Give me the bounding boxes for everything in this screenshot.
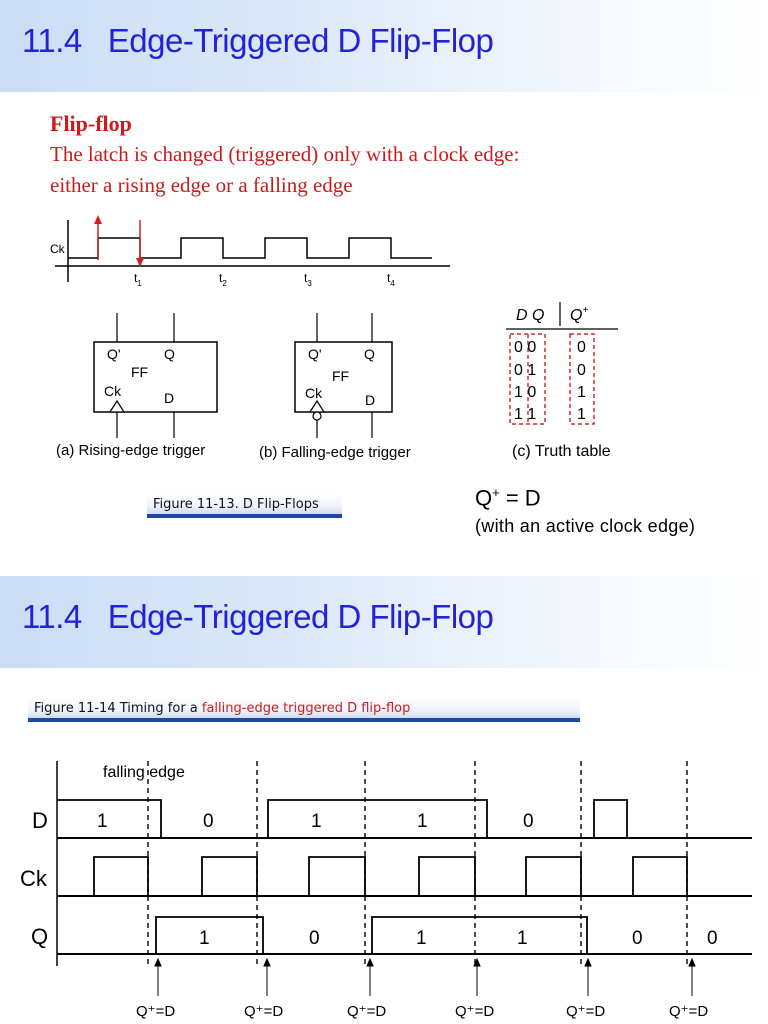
time-label-1: t	[134, 271, 138, 285]
row-label-ck: Ck	[20, 866, 47, 891]
title-number-2: 11.4	[22, 598, 82, 635]
tt-row-3-dq: 1 0	[514, 384, 537, 401]
slide-title-2	[22, 598, 493, 636]
title-text: Edge-Triggered D Flip-Flop	[107, 22, 494, 59]
qplus-label-3: Q⁺=D	[347, 1003, 387, 1020]
tt-row-3-q: 1	[577, 384, 586, 401]
svg-text:t3	[304, 271, 312, 288]
ff-a-ck: Ck	[104, 383, 122, 399]
time-label-2: t	[219, 271, 223, 285]
tt-header-qplus: Q	[570, 307, 583, 324]
ff-b-caption: (b) Falling-edge trigger	[259, 444, 411, 461]
svg-text:t4	[387, 271, 395, 288]
time-sub-2: 2	[222, 279, 227, 288]
ff-rising-diagram	[50, 310, 250, 470]
slide-title	[22, 22, 493, 60]
time-label-4: t	[387, 271, 391, 285]
slide-gap	[0, 560, 768, 576]
equation	[475, 485, 541, 511]
ff-a-caption: (a) Rising-edge trigger	[56, 442, 206, 459]
ff-b-q: Q	[364, 346, 375, 362]
tt-row-4-dq: 1 1	[514, 406, 537, 423]
q-value-6: 0	[707, 928, 718, 949]
ff-a-ff: FF	[131, 364, 149, 380]
row-label-q: Q	[31, 924, 49, 949]
truth-table	[500, 296, 660, 466]
slide-2	[0, 576, 768, 1024]
tt-header-plus: +	[582, 305, 589, 316]
q-value-3: 1	[416, 928, 427, 949]
d-value-4: 1	[417, 811, 428, 832]
svg-text:Q+	[570, 305, 588, 324]
q-value-2: 0	[309, 928, 320, 949]
d-value-3: 1	[311, 811, 322, 832]
tt-row-1-q: 0	[577, 339, 586, 356]
qplus-label-1: Q⁺=D	[136, 1003, 176, 1020]
d-value-5: 0	[523, 811, 534, 832]
qplus-label-4: Q⁺=D	[455, 1003, 495, 1020]
figure-11-14-label	[28, 698, 580, 722]
equation-q: Q	[475, 485, 493, 511]
ff-a-qbar: Q'	[107, 346, 121, 362]
time-sub-1: 1	[137, 279, 142, 288]
timing-diagram	[0, 756, 768, 1024]
ck-signal	[94, 857, 687, 896]
ff-falling-diagram	[252, 310, 452, 470]
ff-b-qbar: Q'	[308, 346, 322, 362]
ff-a-q: Q	[164, 346, 175, 362]
tt-row-1-dq: 0 0	[514, 339, 537, 356]
ck-label: Ck	[50, 242, 65, 256]
time-sub-4: 4	[390, 279, 395, 288]
title-bar	[0, 0, 768, 92]
time-label-3: t	[304, 271, 308, 285]
q-value-5: 0	[632, 928, 643, 949]
equation-note: (with an active clock edge)	[475, 516, 696, 536]
tt-header-dq: D Q	[516, 307, 545, 324]
ff-b-d: D	[365, 392, 376, 408]
ff-b-ff: FF	[332, 368, 350, 384]
svg-text:t2	[219, 271, 227, 288]
title-number: 11.4	[22, 22, 82, 59]
figure-11-14-highlight: falling-edge triggered D flip-flop	[201, 701, 411, 716]
d-value-1: 1	[97, 811, 108, 832]
equation-plus: +	[492, 485, 500, 500]
flipflop-heading: Flip-flop	[50, 111, 132, 136]
title-text-2: Edge-Triggered D Flip-Flop	[107, 598, 494, 635]
q-value-1: 1	[199, 928, 210, 949]
time-sub-3: 3	[307, 279, 312, 288]
tt-caption: (c) Truth table	[512, 443, 611, 460]
figure-11-13-text: Figure 11-13. D Flip-Flops	[153, 497, 319, 512]
d-signal	[57, 800, 627, 838]
tt-row-2-dq: 0 1	[514, 362, 537, 379]
rising-arrow-head	[94, 215, 102, 224]
clock-waveform	[40, 210, 460, 290]
ff-b-ck: Ck	[305, 385, 323, 401]
description-line-2: either a rising edge or a falling edge	[50, 173, 353, 197]
d-value-2: 0	[203, 811, 214, 832]
inversion-bubble	[313, 412, 321, 420]
qplus-label-2: Q⁺=D	[244, 1003, 284, 1020]
q-value-4: 1	[517, 928, 528, 949]
qplus-label-6: Q⁺=D	[669, 1003, 709, 1020]
figure-11-14-prefix: Figure 11-14 Timing for a	[34, 701, 202, 716]
description-line-1: The latch is changed (triggered) only with a clock edge:	[50, 142, 520, 166]
ff-a-d: D	[164, 390, 175, 406]
equation-rest: = D	[499, 485, 541, 511]
falling-edge-label: falling edge	[103, 764, 185, 781]
qplus-label-5: Q⁺=D	[566, 1003, 606, 1020]
svg-text:t1	[134, 271, 142, 288]
figure-11-13-label	[147, 494, 342, 518]
title-bar-2	[0, 576, 768, 668]
tt-row-2-q: 0	[577, 362, 586, 379]
tt-row-4-q: 1	[577, 406, 586, 423]
clock-signal	[68, 238, 432, 258]
row-label-d: D	[32, 808, 48, 833]
